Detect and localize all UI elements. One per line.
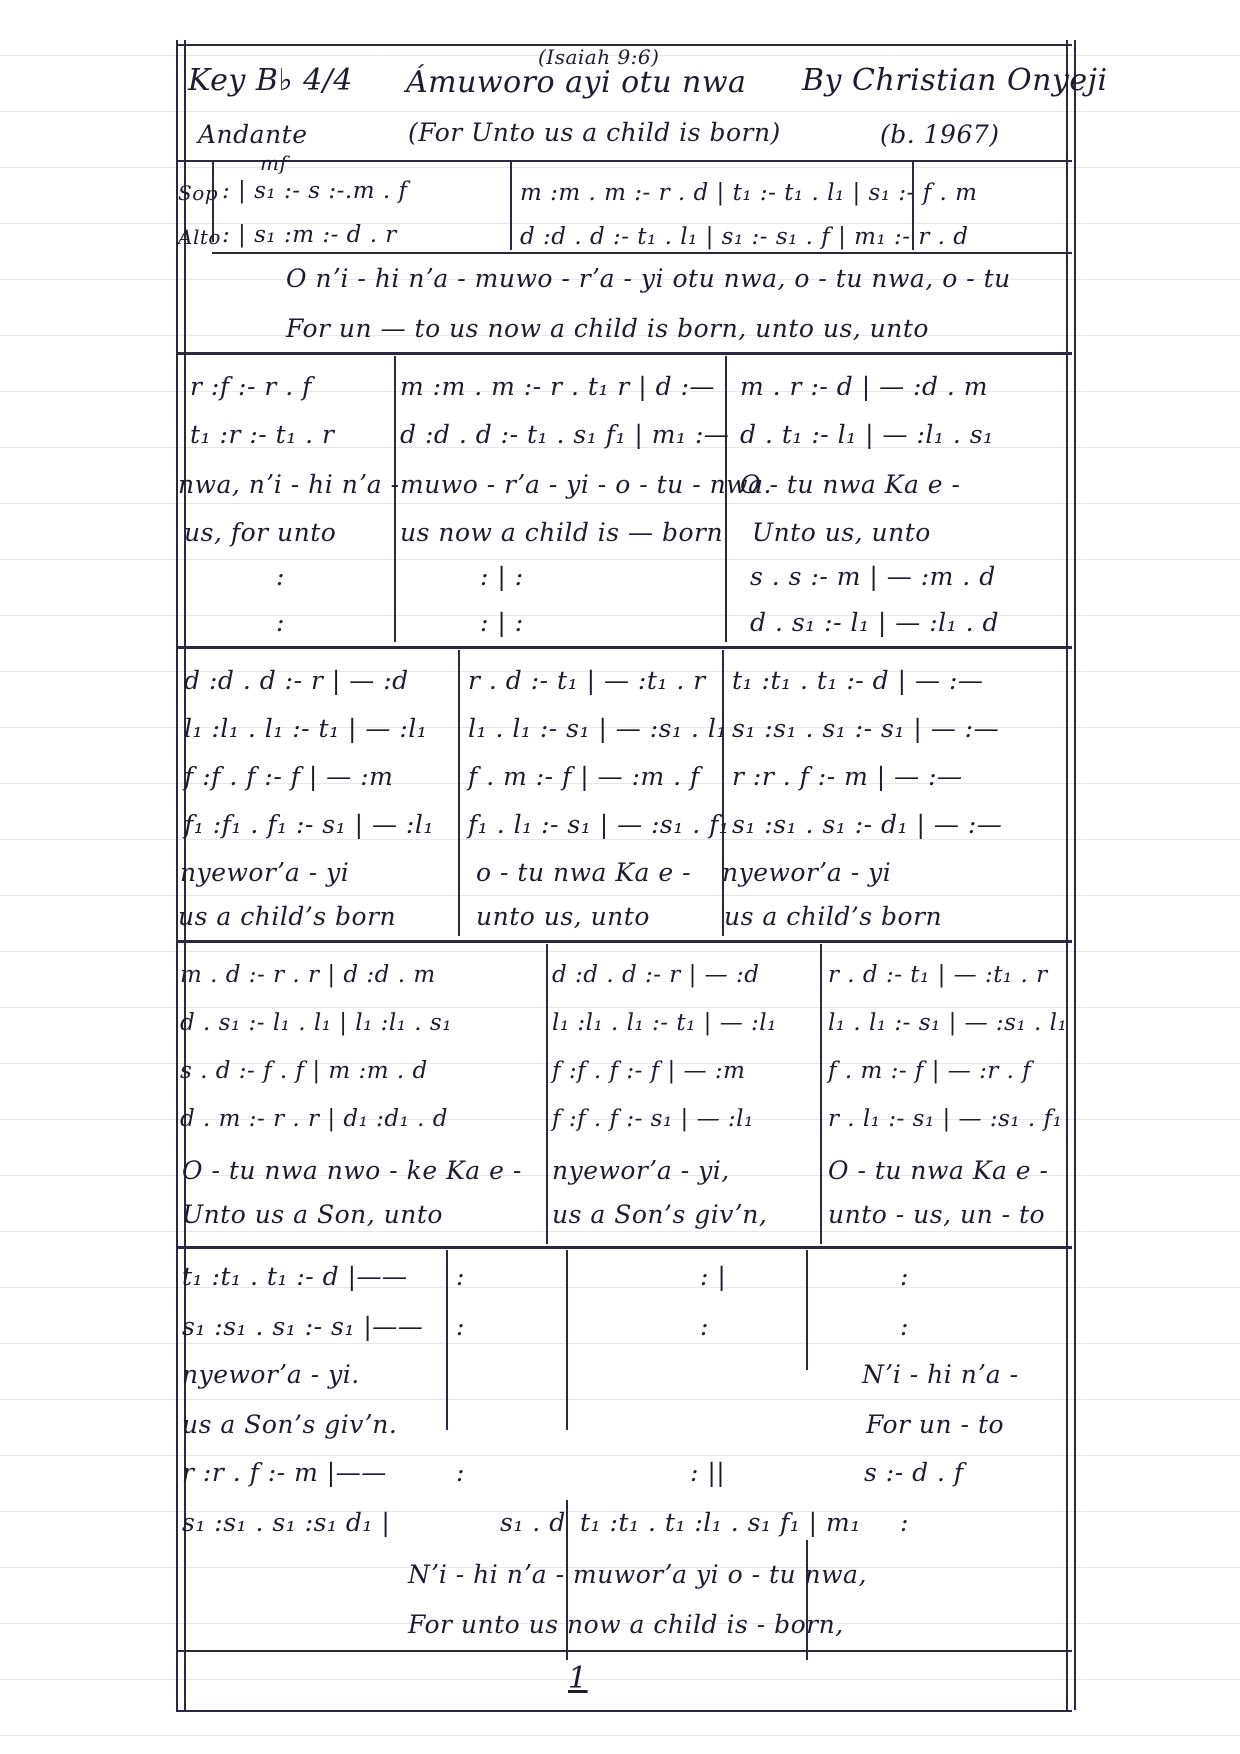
barline (806, 1540, 808, 1660)
bass-bar: d . s₁ :- l₁ | — :l₁ . d (750, 608, 1000, 637)
lyric-english: us a Son’s givʼn. (182, 1410, 398, 1439)
alto-bar-1: : | s₁ :m :- d . r (222, 222, 397, 248)
lyric-english: For un - to (866, 1410, 1005, 1439)
tenor-bar: s . s :- m | — :m . d (750, 562, 996, 591)
lyric-igbo: nyeworʼa - yi. (182, 1360, 360, 1389)
lyric-igbo: nwa, nʼi - hi nʼa - (178, 470, 400, 499)
tenor-bar: s :- d . f (864, 1458, 964, 1487)
lyric-english: us a Son’s givʼn, (552, 1200, 768, 1229)
lyric-english: us now a child is — born (400, 518, 724, 547)
key-signature: Key B♭ 4/4 (188, 63, 353, 98)
barline (546, 944, 548, 1244)
alto-bar: s₁ :s₁ . s₁ :- s₁ |—— (182, 1312, 424, 1341)
lyric-english: unto us, unto (476, 902, 650, 931)
lyric-english: Unto us a Son, unto (182, 1200, 443, 1229)
sop-bar-1: : | s₁ :- s :-.m . f (222, 178, 408, 204)
sop-bar: r . d :- t₁ | — :t₁ . r (828, 962, 1048, 988)
alto-bar: d :d . d :- t₁ . s₁ f₁ | m₁ :— (400, 420, 730, 449)
barline (510, 162, 512, 250)
bottom-rule (176, 1710, 1072, 1712)
barline (446, 1250, 448, 1430)
staff-rule (212, 252, 1072, 254)
sop-bar: m . d :- r . r | d :d . m (180, 962, 436, 988)
lyric-igbo: muwo - rʼa - yi - o - tu - nwa. (400, 470, 772, 499)
bass-bar: r . l₁ :- s₁ | — :s₁ . f₁ (828, 1106, 1063, 1132)
alto-bar: l₁ . l₁ :- s₁ | — :s₁ . l₁ (828, 1010, 1068, 1036)
alto-bar: : (700, 1312, 709, 1341)
sop-bar: d :d . d :- r | — :d (184, 666, 409, 695)
part-label-divider (212, 162, 214, 242)
right-margin-rule (1066, 40, 1076, 1710)
tenor-bar: f . m :- f | — :r . f (828, 1058, 1032, 1084)
bass-bar: : (276, 608, 285, 637)
sop-bar: : (900, 1262, 909, 1291)
dynamic-marking: mf (260, 151, 288, 175)
bass-bar: : (900, 1508, 909, 1537)
bass-bar: t₁ :t₁ . t₁ :l₁ . s₁ f₁ | m₁ (580, 1508, 861, 1537)
sop-bar: : | (700, 1262, 727, 1291)
lyric-igbo: O - tu nwa Ka e - (828, 1156, 1049, 1185)
bass-bar: d . m :- r . r | d₁ :d₁ . d (180, 1106, 449, 1132)
tenor-bar: : | : (480, 562, 524, 591)
alto-bar: l₁ :l₁ . l₁ :- t₁ | — :l₁ (184, 714, 428, 743)
lyric-igbo: nyeworʼa - yi (722, 858, 892, 887)
lyric-english: unto - us, un - to (828, 1200, 1046, 1229)
tenor-bar: : (276, 562, 285, 591)
barline (806, 1250, 808, 1370)
tempo-marking: Andante (198, 120, 308, 149)
lyric-igbo: O - tu nwa nwo - ke Ka e - (182, 1156, 522, 1185)
barline (722, 650, 724, 936)
sop-bar: r . d :- t₁ | — :t₁ . r (468, 666, 706, 695)
lyric-igbo: Nʼi - hi nʼa - muworʼa yi o - tu nwa, (408, 1560, 867, 1589)
sop-bar: d :d . d :- r | — :d (552, 962, 760, 988)
alto-bar: l₁ :l₁ . l₁ :- t₁ | — :l₁ (552, 1010, 777, 1036)
alto-label: Alto (178, 225, 221, 249)
barline (820, 944, 822, 1244)
sop-bar: t₁ :t₁ . t₁ :- d | — :— (732, 666, 984, 695)
scripture-reference: (Isaiah 9:6) (538, 45, 660, 69)
bass-bar: f₁ . l₁ :- s₁ | — :s₁ . f₁ (468, 810, 730, 839)
alto-bar: d . t₁ :- l₁ | — :l₁ . s₁ (740, 420, 994, 449)
lyric-english: us, for unto (184, 518, 337, 547)
alto-bar: s₁ :s₁ . s₁ :- s₁ | — :— (732, 714, 1000, 743)
system-rule (176, 1650, 1072, 1652)
tenor-bar: : || (690, 1458, 726, 1487)
tenor-bar: r :r . f :- m | — :— (732, 762, 963, 791)
barline (458, 650, 460, 936)
lyric-english: For unto us now a child is - born, (408, 1610, 844, 1639)
barline (912, 162, 914, 250)
alto-bar: : (900, 1312, 909, 1341)
lyric-igbo: o - tu nwa Ka e - (476, 858, 692, 887)
lyric-igbo: Nʼi - hi nʼa - (862, 1360, 1019, 1389)
sop-bar: t₁ :t₁ . t₁ :- d |—— (182, 1262, 408, 1291)
lyric-english: us a child’s born (724, 902, 943, 931)
lyric-igbo: O nʼi - hi nʼa - muwo - rʼa - yi otu nwa, o - tu nwa, o - tu (286, 264, 1011, 293)
sop-bar: r :f :- r . f (190, 372, 312, 401)
alto-bar: d . s₁ :- l₁ . l₁ | l₁ :l₁ . s₁ (180, 1010, 452, 1036)
bass-bar: s₁ :s₁ . s₁ :s₁ d₁ | (182, 1508, 391, 1537)
page-number: 1 (568, 1661, 588, 1696)
bass-bar: f :f . f :- s₁ | — :l₁ (552, 1106, 754, 1132)
system-rule (176, 940, 1072, 943)
soprano-label: Sop (178, 181, 219, 205)
tenor-bar: f . m :- f | — :m . f (468, 762, 700, 791)
tenor-bar: : (456, 1458, 465, 1487)
song-title: Ámuworo ayi otu nwa (406, 65, 747, 100)
sop-bar-2: m :m . m :- r . d | t₁ :- t₁ . l₁ | s₁ :- f . m (520, 180, 978, 206)
lyric-english: us a child’s born (178, 902, 397, 931)
composer-credit: By Christian Onyeji (802, 63, 1108, 98)
tenor-bar: f :f . f :- f | — :m (184, 762, 394, 791)
lyric-english: For un — to us now a child is born, unto us, unto (286, 314, 929, 343)
sop-bar: m . r :- d | — :d . m (740, 372, 988, 401)
lyric-igbo: nyeworʼa - yi, (552, 1156, 730, 1185)
alto-bar: l₁ . l₁ :- s₁ | — :s₁ . l₁ (468, 714, 727, 743)
barline (566, 1250, 568, 1430)
sop-bar: m :m . m :- r . t₁ r | d :— (400, 372, 716, 401)
lyric-english: Unto us, unto (752, 518, 931, 547)
alto-bar-2: d :d . d :- t₁ . l₁ | s₁ :- s₁ . f | m₁ :- r . d (520, 224, 969, 250)
lyric-igbo: nyeworʼa - yi (180, 858, 350, 887)
tenor-bar: s . d :- f . f | m :m . d (180, 1058, 428, 1084)
composer-birth-year: (b. 1967) (880, 120, 1000, 149)
english-subtitle: (For Unto us a child is born) (408, 118, 781, 147)
lyric-igbo: O - tu nwa Ka e - (740, 470, 961, 499)
bass-bar: f₁ :f₁ . f₁ :- s₁ | — :l₁ (184, 810, 434, 839)
system-rule (176, 646, 1072, 649)
system-rule (176, 352, 1072, 355)
header-rule (176, 160, 1072, 162)
alto-bar: : (456, 1312, 465, 1341)
alto-bar: t₁ :r :- t₁ . r (190, 420, 335, 449)
tenor-bar: f :f . f :- f | — :m (552, 1058, 746, 1084)
tenor-bar: r :r . f :- m |—— (182, 1458, 387, 1487)
system-rule (176, 1246, 1072, 1249)
sop-bar: : (456, 1262, 465, 1291)
bass-bar: s₁ :s₁ . s₁ :- d₁ | — :— (732, 810, 1003, 839)
bass-bar: : | : (480, 608, 524, 637)
bass-bar: s₁ . d (500, 1508, 566, 1537)
